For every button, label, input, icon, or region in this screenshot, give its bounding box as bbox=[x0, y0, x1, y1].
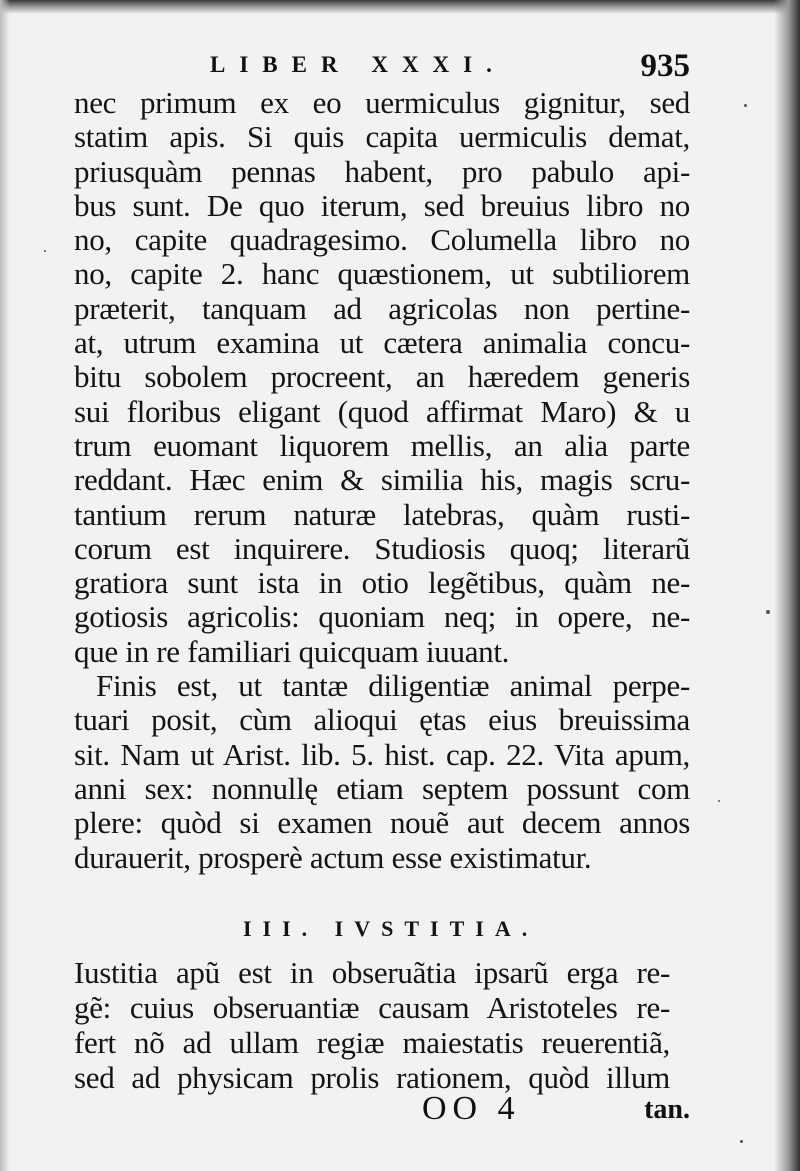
page-top-shadow bbox=[0, 0, 800, 14]
text-line: nec primum ex eo uermiculus gignitur, sed bbox=[74, 85, 690, 120]
text-line: reddant. Hæc enim & similia his, magis scru- bbox=[74, 462, 690, 498]
page-left-shadow bbox=[0, 0, 10, 1171]
paper-speck bbox=[740, 1140, 743, 1143]
text-line: at, utrum examina ut cætera animalia concu- bbox=[74, 325, 690, 361]
text-line: gotiosis agricolis: quoniam neq; in opere, ne- bbox=[74, 599, 690, 635]
catchword: tan. bbox=[644, 1094, 690, 1125]
main-text bbox=[74, 86, 690, 875]
text-line: tuari posit, cùm alioqui ętas eius breuissima bbox=[74, 702, 690, 738]
text-line: Iustitia apũ est in obseruãtia ipsarũ erga re- bbox=[74, 955, 670, 990]
text-line: durauerit, prosperè actum esse existimatur. bbox=[74, 839, 592, 875]
text-line: corum est inquirere. Studiosis quoq; literarũ bbox=[74, 530, 690, 566]
page-header bbox=[70, 48, 690, 88]
text-line: gratiora sunt ista in otio legẽtibus, quàm ne- bbox=[74, 565, 690, 601]
section-heading: III. IVSTITIA. bbox=[243, 916, 539, 941]
text-line: plere: quòd si examen nouẽ aut decem annos bbox=[74, 805, 690, 841]
text-line: statim apis. Si quis capita uermiculis demat, bbox=[74, 119, 690, 155]
text-line: anni sex: nonnullę etiam septem possunt com bbox=[74, 770, 690, 806]
text-line: sed ad physicam prolis rationem, quòd illum bbox=[74, 1060, 670, 1095]
text-line: no, capite 2. hanc quæstionem, ut subtiliorem bbox=[74, 256, 690, 292]
paper-speck bbox=[766, 610, 770, 614]
text-line: trum euomant liquorem mellis, an alia parte bbox=[74, 427, 690, 463]
paper-speck bbox=[718, 800, 720, 802]
text-line: no, capite quadragesimo. Columella libro no bbox=[74, 222, 690, 258]
text-line: gẽ: cuius obseruantiæ causam Aristoteles re- bbox=[74, 990, 670, 1025]
signature-mark: OO 4 bbox=[422, 1090, 521, 1127]
text-line: fert nõ ad ullam regiæ maiestatis reuerentiã, bbox=[74, 1025, 670, 1060]
text-line: priusquàm pennas habent, pro pabulo api- bbox=[74, 153, 690, 189]
text-line: præterit, tanquam ad agricolas non pertine- bbox=[74, 290, 690, 326]
text-line: Finis est, ut tantæ diligentiæ animal perpe- bbox=[96, 668, 690, 704]
page-number: 935 bbox=[640, 48, 690, 84]
text-line: tantium rerum naturæ latebras, quàm rusti- bbox=[74, 496, 690, 532]
page-footer bbox=[74, 1090, 690, 1130]
page-right-shadow bbox=[774, 0, 800, 1171]
text-line: sui floribus eligant (quod affirmat Maro) & u bbox=[74, 393, 690, 429]
text-line: bitu sobolem procreent, an hæredem generis bbox=[74, 359, 690, 395]
paper-speck bbox=[44, 250, 46, 252]
paper-speck bbox=[744, 104, 747, 107]
text-line: sit. Nam ut Arist. lib. 5. hist. cap. 22. Vita apum, bbox=[74, 736, 690, 772]
running-head: LIBER XXXI. bbox=[210, 52, 506, 77]
section-text bbox=[74, 955, 670, 1095]
text-line: que in re familiari quicquam iuuant. bbox=[74, 633, 510, 669]
text-line: bus sunt. De quo iterum, sed breuius libro no bbox=[74, 187, 690, 223]
